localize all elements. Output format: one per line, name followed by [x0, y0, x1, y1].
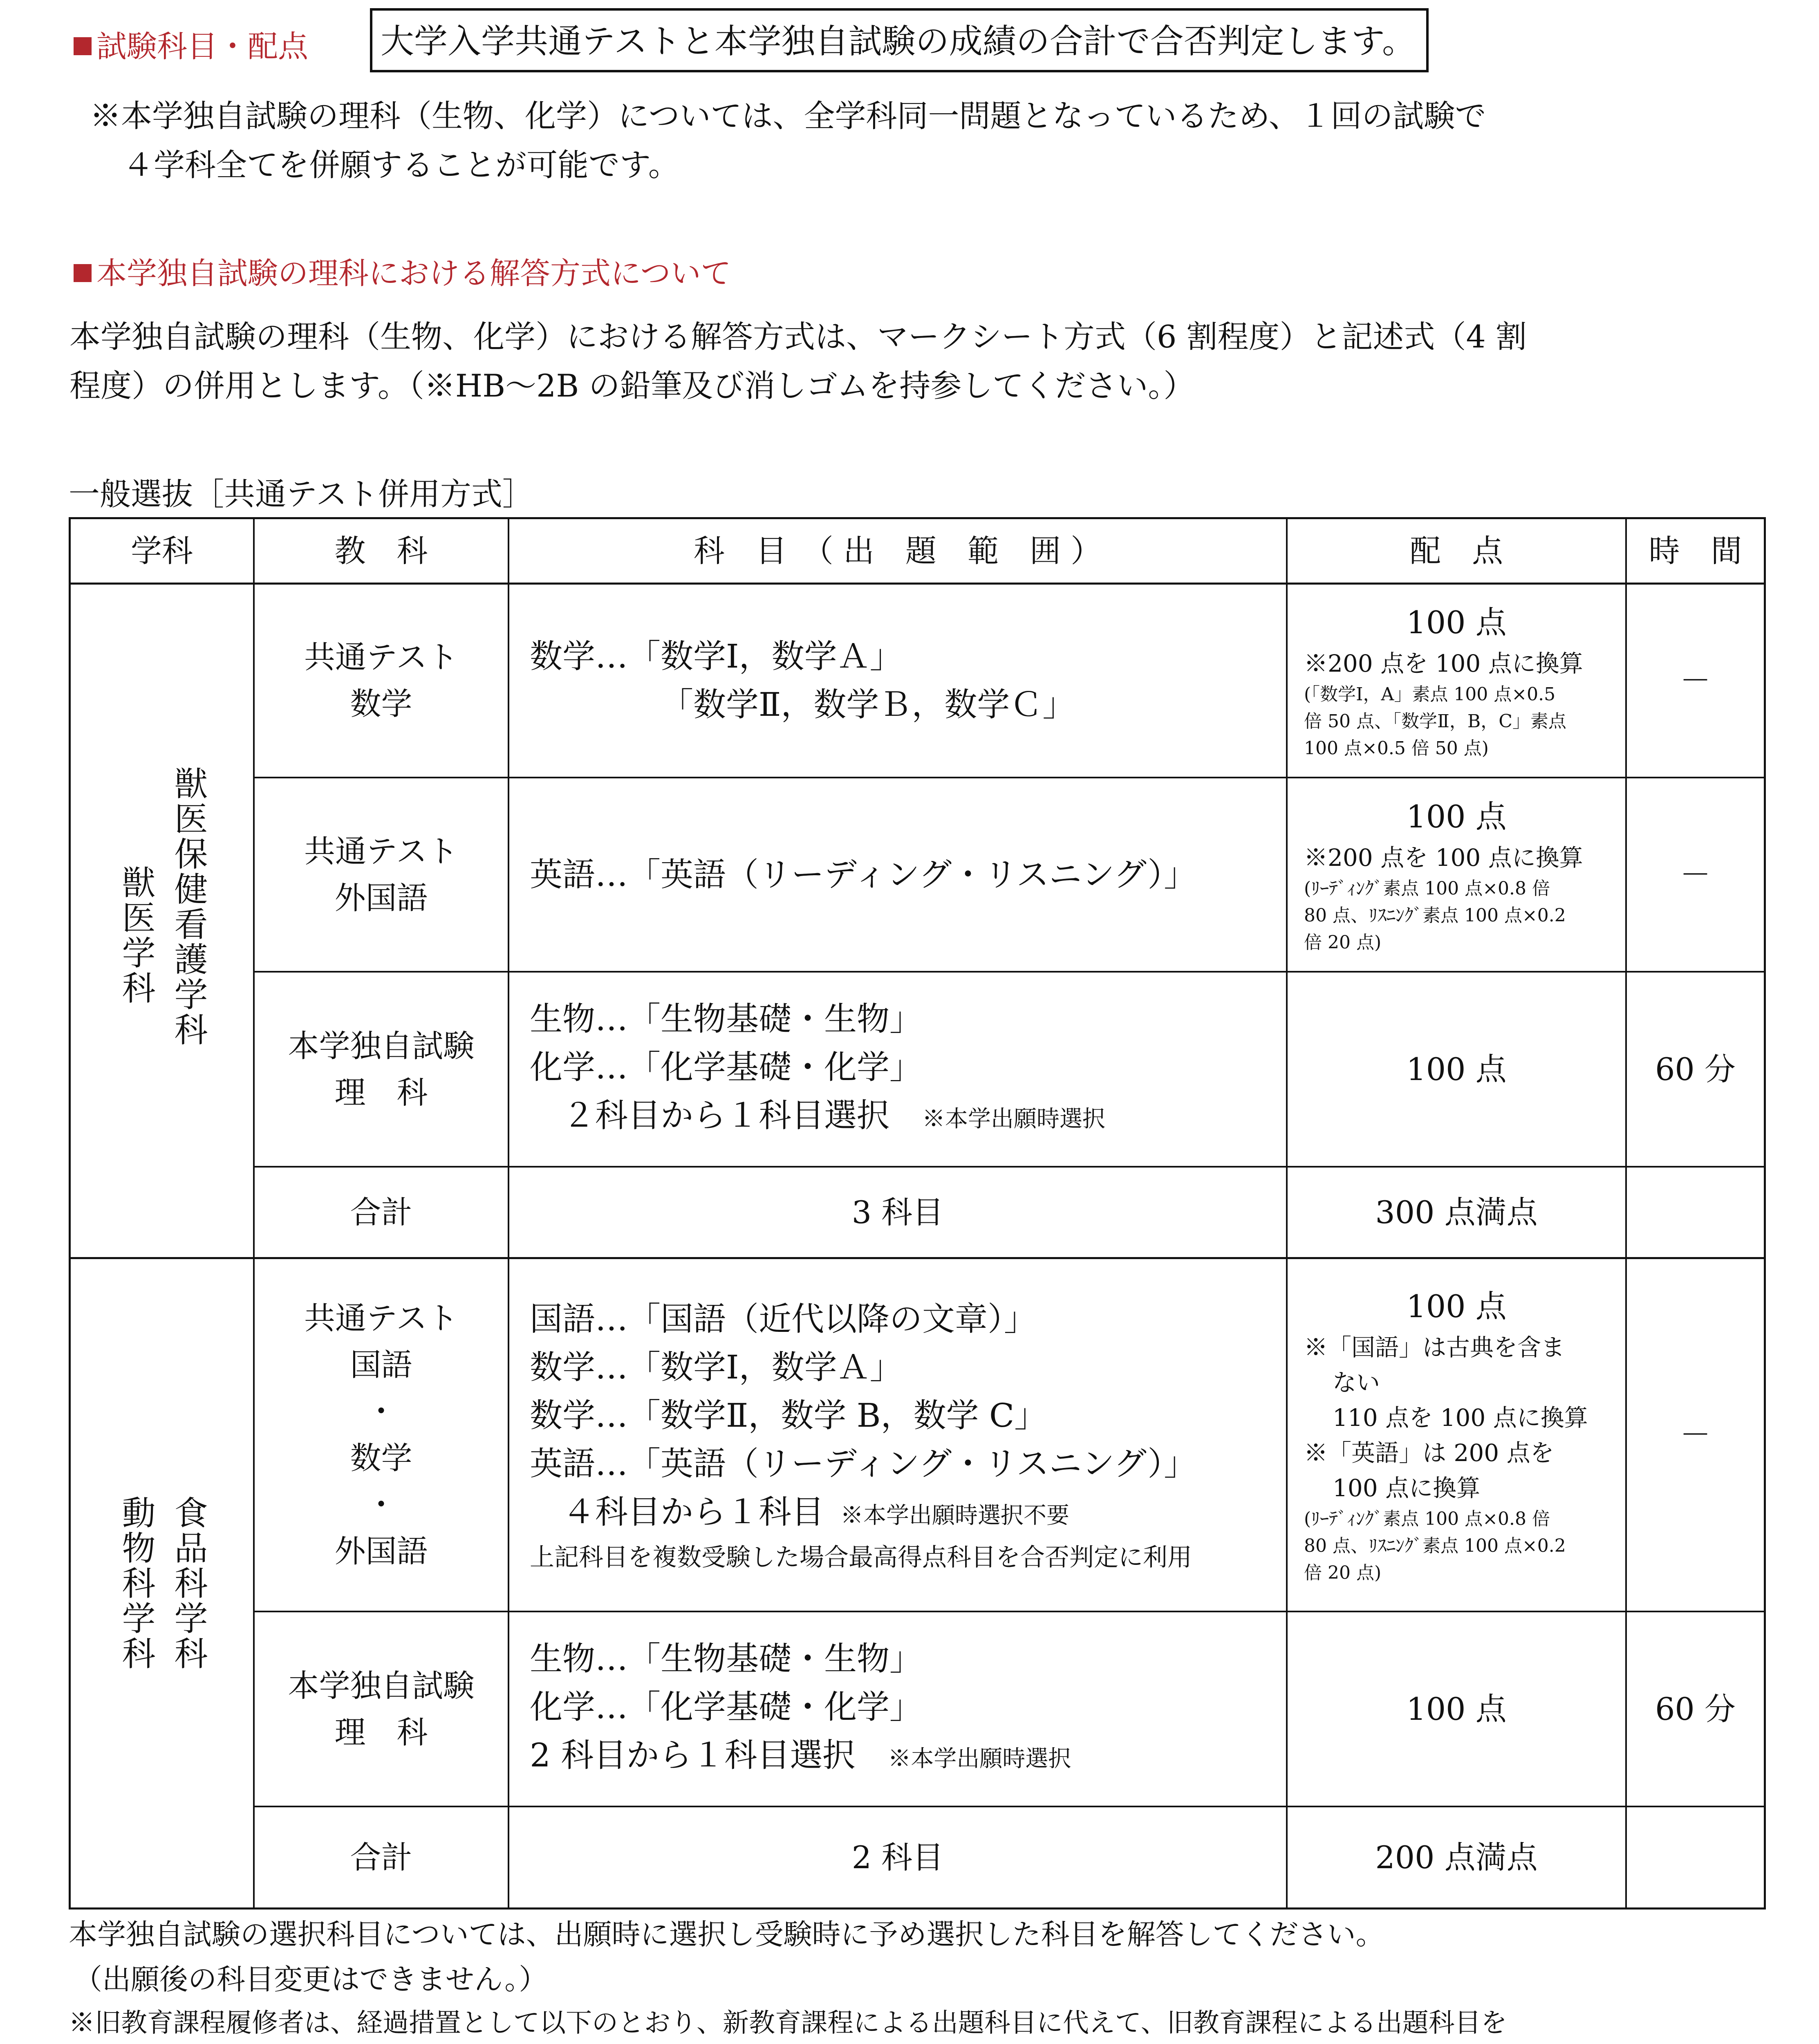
- points-detail: 倍 50 点、「数学Ⅱ，B，C」素点: [1304, 711, 1566, 732]
- total-time: [1627, 1807, 1764, 1907]
- square-bullet-icon: [74, 264, 92, 282]
- dept-name: 食品科学科: [169, 1495, 208, 1671]
- points-note: ※「英語」は 200 点を: [1304, 1439, 1554, 1467]
- scope-text: 2 科目から１科目選択: [530, 1736, 856, 1774]
- points-note: 100 点に換算: [1333, 1474, 1481, 1502]
- header-time: 時 間: [1649, 532, 1742, 569]
- points-detail: (ﾘｰﾃﾞｨﾝｸﾞ素点 100 点×0.8 倍: [1304, 878, 1550, 899]
- points-detail: 倍 20 点): [1304, 932, 1382, 953]
- note-line-1: ※本学独自試験の理科（生物、化学）については、全学科同一問題となっているため、１回の試験で: [90, 98, 1486, 134]
- subject-line: 国語: [350, 1347, 412, 1383]
- points-cell: [1288, 778, 1625, 971]
- scope-note: ※本学出願時選択: [922, 1106, 1105, 1132]
- time-cell: －: [1680, 1416, 1711, 1453]
- points-cell: 100 点: [1406, 1690, 1507, 1727]
- header-subject: 教 科: [334, 532, 428, 569]
- total-label: 合計: [350, 1839, 412, 1876]
- scope-cell: [509, 1612, 1286, 1806]
- scope-cell: [509, 778, 1286, 971]
- time-cell: 60 分: [1655, 1051, 1736, 1087]
- dept-name: 獣医保健看護学科: [169, 766, 208, 1047]
- total-points: 300 点満点: [1375, 1194, 1538, 1230]
- scope-line: 化学…「化学基礎・化学」: [530, 1688, 922, 1726]
- time-cell: 60 分: [1655, 1690, 1736, 1727]
- points-note: ※200 点を 100 点に換算: [1304, 650, 1583, 677]
- scope-note: ※本学出願時選択不要: [840, 1502, 1069, 1529]
- points-main: 100 点: [1406, 1288, 1507, 1325]
- scope-text: ４科目から１科目: [562, 1493, 824, 1531]
- subject-line: 外国語: [334, 879, 428, 916]
- table-caption: 一般選抜［共通テスト併用方式］: [69, 476, 533, 512]
- scope-line: 英語…「英語（リーディング・リスニング）」: [530, 1444, 1197, 1483]
- boxed-statement: 大学入学共通テストと本学独自試験の成績の合計で合否判定します。: [370, 8, 1429, 72]
- scope-line: [530, 1488, 1069, 1540]
- subject-cell: [255, 585, 508, 777]
- total-time: [1627, 1168, 1764, 1257]
- scope-cell: [509, 585, 1286, 777]
- subject-line: 理 科: [334, 1714, 428, 1750]
- scope-line: 数学…「数学Ⅱ，数学 B，数学 C」: [530, 1396, 1047, 1434]
- subject-line: 共通テスト: [304, 1300, 458, 1336]
- total-subjects: 2 科目: [851, 1839, 944, 1876]
- scope-line: 英語…「英語（リーディング・リスニング）」: [530, 855, 1197, 894]
- section-title-subjects: [74, 22, 308, 66]
- points-main: 100 点: [1406, 604, 1507, 641]
- dept-name: 獣医学科: [116, 865, 155, 1006]
- scope-line: 上記科目を複数受験した場合最高得点科目を合否判定に利用: [530, 1543, 1192, 1572]
- dept-cell-food-animal: [71, 1259, 253, 1907]
- footer-line-3: ※旧教育課程履修者は、経過措置として以下のとおり、新教育課程による出題科目に代えて、旧教育課程による出題科目を: [69, 2008, 1507, 2038]
- points-note: ない: [1333, 1369, 1380, 1396]
- subject-cell: [255, 778, 508, 971]
- subject-line: ・: [365, 1393, 397, 1430]
- scope-line: 生物…「生物基礎・生物」: [530, 1640, 922, 1678]
- subject-line: 本学独自試験: [288, 1667, 475, 1704]
- total-points: 200 点満点: [1375, 1839, 1538, 1876]
- subject-cell: [255, 973, 508, 1166]
- total-label: 合計: [350, 1194, 412, 1230]
- dept-name: 動物科学科: [116, 1495, 155, 1671]
- footer-line-2: （出願後の科目変更はできません。）: [74, 1963, 548, 1996]
- subject-cell: [255, 1612, 508, 1806]
- section-title-text: 試験科目・配点: [96, 29, 308, 64]
- subject-line: 数学: [350, 686, 412, 722]
- exam-table: [69, 517, 1766, 1910]
- points-detail: 100 点×0.5 倍 50 点): [1304, 738, 1489, 759]
- scope-line: 数学…「数学Ⅰ，数学Ａ」: [530, 637, 903, 675]
- points-detail: (「数学Ⅰ，A」素点 100 点×0.5: [1304, 684, 1556, 705]
- points-cell: [1288, 1259, 1625, 1611]
- scope-line: 国語…「国語（近代以降の文章）」: [530, 1300, 1037, 1338]
- points-cell: [1288, 585, 1625, 777]
- square-bullet-icon: [74, 37, 92, 55]
- subject-line: 共通テスト: [304, 639, 458, 675]
- scope-cell: [509, 973, 1286, 1166]
- points-detail: (ﾘｰﾃﾞｨﾝｸﾞ素点 100 点×0.8 倍: [1304, 1508, 1550, 1529]
- time-cell: －: [1680, 856, 1711, 893]
- points-detail: 倍 20 点): [1304, 1562, 1382, 1583]
- dept-cell-veterinary: [71, 585, 253, 1257]
- subject-line: 本学独自試験: [288, 1027, 475, 1064]
- scope-line: 生物…「生物基礎・生物」: [530, 1000, 922, 1038]
- scope-line: 化学…「化学基礎・化学」: [530, 1048, 922, 1086]
- footer-line-1: 本学独自試験の選択科目については、出願時に選択し受験時に予め選択した科目を解答してください。: [69, 1918, 1384, 1951]
- points-detail: 80 点、ﾘｽﾆﾝｸﾞ素点 100 点×0.2: [1304, 905, 1566, 926]
- points-detail: 80 点、ﾘｽﾆﾝｸﾞ素点 100 点×0.2: [1304, 1535, 1566, 1556]
- header-dept: 学科: [131, 532, 193, 569]
- points-cell: 100 点: [1406, 1051, 1507, 1087]
- subject-line: 理 科: [334, 1074, 428, 1111]
- points-note: 110 点を 100 点に換算: [1333, 1404, 1588, 1432]
- note-line-2: ４学科全てを併願することが可能です。: [123, 147, 679, 183]
- header-points: 配 点: [1410, 532, 1503, 569]
- header-scope: 科 目 （ 出 題 範 囲 ）: [693, 532, 1102, 569]
- subject-cell: [255, 1259, 508, 1611]
- subject-line: ・: [365, 1486, 397, 1523]
- subject-line: 数学: [350, 1440, 412, 1476]
- time-cell: －: [1680, 662, 1711, 699]
- points-main: 100 点: [1406, 798, 1507, 835]
- points-note: ※「国語」は古典を含ま: [1304, 1334, 1565, 1361]
- scope-line: [530, 1731, 1071, 1783]
- scope-cell: [509, 1259, 1286, 1611]
- scope-line: 数学…「数学Ⅰ，数学Ａ」: [530, 1348, 903, 1386]
- scope-line: [530, 1091, 1105, 1143]
- section-title-answer-format: [74, 249, 731, 293]
- section-title-text: 本学独自試験の理科における解答方式について: [96, 256, 731, 291]
- subject-line: 外国語: [334, 1533, 428, 1569]
- scope-text: ２科目から１科目選択: [562, 1096, 889, 1134]
- points-note: ※200 点を 100 点に換算: [1304, 843, 1583, 872]
- scope-line: 「数学Ⅱ，数学Ｂ，数学Ｃ」: [661, 686, 1075, 724]
- para-line-1: 本学独自試験の理科（生物、化学）における解答方式は、マークシート方式（6 割程度）と記述式（4 割: [69, 318, 1527, 355]
- subject-line: 共通テスト: [304, 833, 458, 870]
- para-line-2: 程度）の併用とします。（※HB～2B の鉛筆及び消しゴムを持参してください。）: [69, 368, 1195, 404]
- scope-note: ※本学出願時選択: [888, 1746, 1071, 1772]
- total-subjects: 3 科目: [851, 1194, 944, 1230]
